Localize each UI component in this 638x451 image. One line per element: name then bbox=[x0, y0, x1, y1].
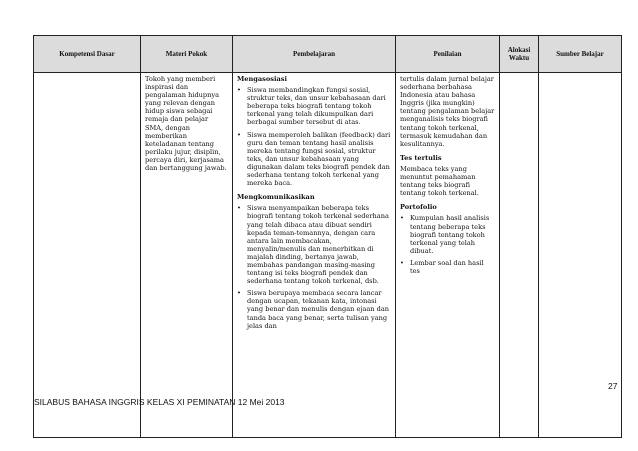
syllabus-table bbox=[33, 35, 622, 438]
cell-alokasi-waktu bbox=[500, 73, 539, 438]
bullet-icon: • bbox=[237, 289, 241, 298]
bullet-icon: • bbox=[400, 214, 404, 223]
bullet-icon: • bbox=[237, 86, 241, 95]
list-item-text: Siswa memperoleh balikan (feedback) dari guru dan teman tentang hasil analisis mereka tentang fungsi sosial, struktur teks, dan unsur kebahasaan yang digunakan dalam teks biografi pendek dan sederhana tentang tokoh terkenal yang mereka baca. bbox=[247, 130, 391, 188]
header-sumber-belajar: Sumber Belajar bbox=[539, 36, 622, 73]
bullet-icon: • bbox=[237, 130, 241, 139]
header-penilaian: Penilaian bbox=[396, 36, 500, 73]
list-item bbox=[400, 214, 495, 254]
cell-materi-pokok bbox=[141, 73, 233, 438]
list-item bbox=[237, 289, 391, 329]
list-item bbox=[237, 204, 391, 285]
materi-pokok-text: Tokoh yang memberi inspirasi dan pengalaman hidupnya yang relevan dengan hidup siswa sebagai remaja dan pelajar SMA, dengan memberikan keteladanan tentang perilaku jujur, disiplin, percaya diri, kerjasama dan bertanggung jawab. bbox=[145, 75, 227, 173]
list-item-text: Siswa membandingkan fungsi sosial, struktur teks, dan unsur kebahasaan dari beberapa teks biografi tentang tokoh terkenal yang telah dikumpulkan dari berbagai sumber tersebut di atas. bbox=[247, 86, 386, 127]
list-item-text: Siswa berupaya membaca secara lancar dengan ucapan, tekanan kata, intonasi yang benar dan menulis dengan ejaan dan tanda baca yang benar, serta tulisan yang jelas dan bbox=[247, 289, 390, 330]
header-pembelajaran: Pembelajaran bbox=[233, 36, 396, 73]
mengkomunikasikan-heading: Mengkomunikasikan bbox=[237, 193, 315, 202]
bullet-icon: • bbox=[400, 258, 404, 267]
list-item bbox=[237, 86, 391, 126]
header-materi-pokok: Materi Pokok bbox=[141, 36, 233, 73]
mengasosiasi-list bbox=[237, 86, 391, 187]
table-row bbox=[34, 73, 622, 438]
list-item-text: Siswa menyampaikan beberapa teks biografi tentang tokoh terkenal sederhana yang telah dibaca atau dibuat sendiri kepada teman-temannya, dengan cara antara lain membacakan, menyalin/menulis dan menerbitkan di majalah dinding, bertanya jawab, membahas pandangan masing-masing tentang isi teks biografi pendek dan sederhana tentang tokoh terkenal, dsb. bbox=[247, 204, 389, 286]
portofolio-list bbox=[400, 214, 495, 275]
cell-pembelajaran bbox=[233, 73, 396, 438]
tes-tertulis-heading: Tes tertulis bbox=[400, 153, 442, 162]
table-header-row bbox=[34, 36, 622, 73]
mengkomunikasikan-list bbox=[237, 204, 391, 329]
portofolio-heading: Portofolio bbox=[400, 203, 437, 212]
bullet-icon: • bbox=[237, 204, 241, 213]
page-number: 27 bbox=[608, 381, 618, 391]
mengasosiasi-heading: Mengasosiasi bbox=[237, 75, 287, 83]
list-item bbox=[237, 131, 391, 188]
cell-kompetensi-dasar bbox=[34, 73, 141, 438]
penilaian-intro: tertulis dalam jurnal belajar sederhana berbahasa Indonesia atau bahasa Inggris (jika mungkin) tentang pengalaman belajar menganalisis teks biografi tentang tokoh terkenal, termasuk kemudahan dan kesulitannya. bbox=[400, 75, 495, 148]
tes-tertulis-text: Membaca teks yang menuntut pemahaman tentang teks biografi tentang tokoh terkenal. bbox=[400, 164, 479, 198]
footer-title: SILABUS BAHASA INGGRIS KELAS XI PEMINATAN 12 Mei 2013 bbox=[34, 397, 285, 407]
cell-penilaian bbox=[396, 73, 500, 438]
header-kompetensi-dasar: Kompetensi Dasar bbox=[34, 36, 141, 73]
list-item-text: Lembar soal dan hasil tes bbox=[410, 258, 484, 275]
list-item bbox=[400, 259, 495, 275]
header-alokasi-waktu: Alokasi Waktu bbox=[500, 36, 539, 73]
list-item-text: Kumpulan hasil analisis tentang beberapa teks biografi tentang tokoh terkenal yang telah dibuat. bbox=[410, 214, 490, 255]
